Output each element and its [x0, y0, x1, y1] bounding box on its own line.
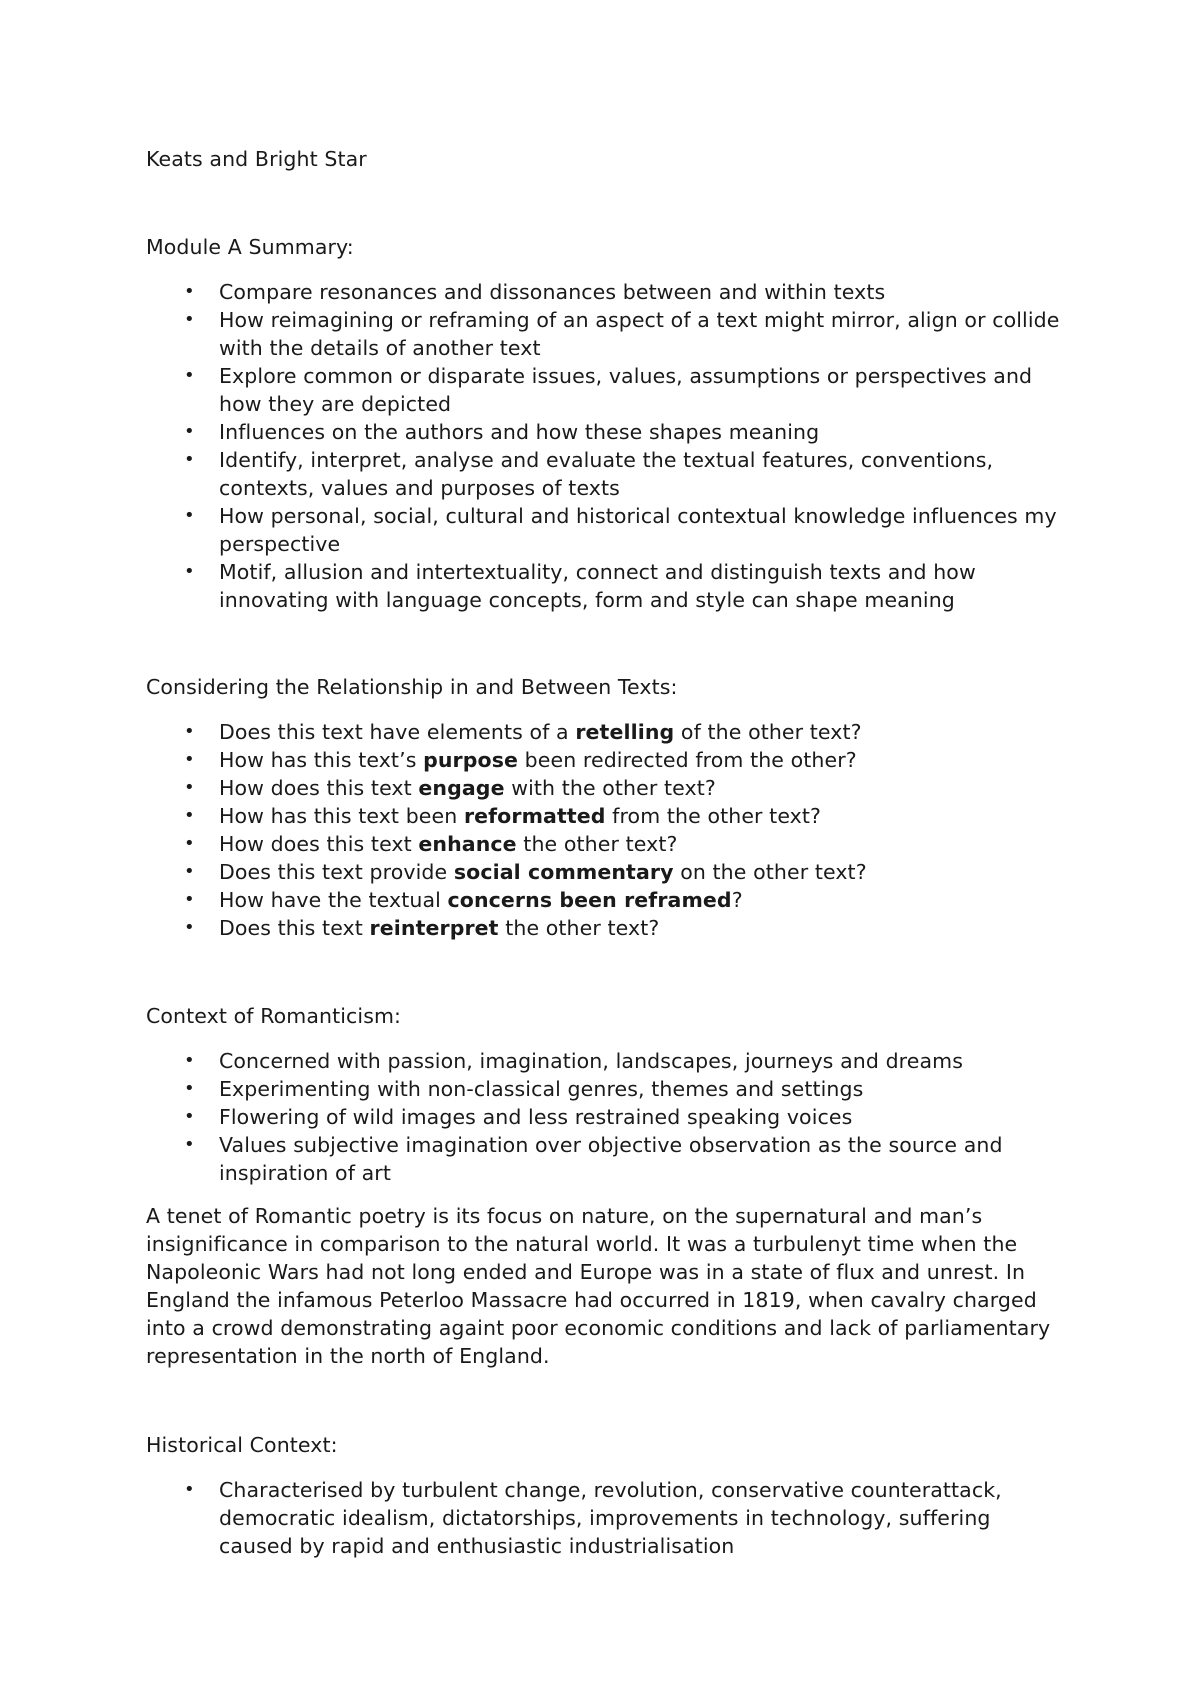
list-item: • How does this text engage with the other text? — [184, 776, 716, 800]
emphasis-term: concerns been reframed — [447, 888, 732, 912]
document-title: Keats and Bright Star — [146, 147, 367, 171]
romanticism-paragraph: A tenet of Romantic poetry is its focus on nature, on the supernatural and man’s insignificance in comparison to the natural world. It was a turbulenyt time when the Napoleonic Wars had not long ended and Europe was in a state of flux and unrest. In England the infamous Peterloo Massacre had occurred in 1819, when cavalry charged into a crowd demonstrating againt poor economic conditions and lack of parliamentary representation in the north of England. — [146, 1204, 1051, 1368]
section-heading-romanticism: Context of Romanticism: — [146, 1004, 402, 1028]
bullet-icon: • — [184, 749, 195, 770]
bullet-icon: • — [184, 777, 195, 798]
bullet-icon: • — [184, 1134, 195, 1155]
list-item: • How does this text enhance the other text? — [184, 832, 678, 856]
romanticism-bullet-list — [146, 1047, 1066, 1187]
emphasis-term: reformatted — [463, 804, 606, 828]
list-item: • How personal, social, cultural and historical contextual knowledge influences my perspective — [184, 504, 1057, 556]
historical-bullet-list — [146, 1476, 1066, 1560]
bullet-icon: • — [184, 1479, 195, 1500]
bullet-icon: • — [184, 889, 195, 910]
bullet-icon: • — [184, 805, 195, 826]
bullet-icon: • — [184, 721, 195, 742]
list-item: • Values subjective imagination over objective observation as the source and inspiration of art — [184, 1133, 1003, 1185]
emphasis-term: reinterpret — [369, 916, 499, 940]
bullet-icon: • — [184, 1078, 195, 1099]
emphasis-term: retelling — [575, 720, 675, 744]
section-heading-historical: Historical Context: — [146, 1433, 338, 1457]
list-item: • How have the textual concerns been reframed? — [184, 888, 743, 912]
bullet-icon: • — [184, 281, 195, 302]
bullet-icon: • — [184, 833, 195, 854]
list-item: • How reimagining or reframing of an aspect of a text might mirror, align or collide with the details of another text — [184, 308, 1060, 360]
list-item: • Concerned with passion, imagination, landscapes, journeys and dreams — [184, 1049, 963, 1073]
bullet-icon: • — [184, 917, 195, 938]
section-heading-module-a: Module A Summary: — [146, 235, 354, 259]
bullet-icon: • — [184, 365, 195, 386]
list-item: • Identify, interpret, analyse and evaluate the textual features, conventions, contexts, values and purposes of texts — [184, 448, 994, 500]
list-item: • Compare resonances and dissonances between and within texts — [184, 280, 886, 304]
bullet-icon: • — [184, 1050, 195, 1071]
list-item: • How has this text’s purpose been redirected from the other? — [184, 748, 857, 772]
list-item: • Influences on the authors and how these shapes meaning — [184, 420, 820, 444]
bullet-icon: • — [184, 449, 195, 470]
module-a-bullet-list — [146, 278, 1066, 614]
emphasis-term: purpose — [423, 748, 519, 772]
list-item: • Does this text provide social commentary on the other text? — [184, 860, 867, 884]
relationship-bullet-list — [146, 718, 1066, 942]
list-item: • Flowering of wild images and less restrained speaking voices — [184, 1105, 853, 1129]
bullet-icon: • — [184, 421, 195, 442]
list-item: • Characterised by turbulent change, revolution, conservative counterattack, democratic idealism, dictatorships, improvements in technology, suffering caused by rapid and enthusiastic industrialisation — [184, 1478, 1002, 1558]
list-item: • Experimenting with non-classical genres, themes and settings — [184, 1077, 864, 1101]
list-item: • Does this text reinterpret the other text? — [184, 916, 660, 940]
emphasis-term: enhance — [418, 832, 517, 856]
list-item: • Explore common or disparate issues, values, assumptions or perspectives and how they are depicted — [184, 364, 1033, 416]
bullet-icon: • — [184, 1106, 195, 1127]
emphasis-term: social commentary — [453, 860, 674, 884]
list-item: • Motif, allusion and intertextuality, connect and distinguish texts and how innovating with language concepts, form and style can shape meaning — [184, 560, 976, 612]
list-item: • Does this text have elements of a retelling of the other text? — [184, 720, 862, 744]
list-item: • How has this text been reformatted from the other text? — [184, 804, 822, 828]
bullet-icon: • — [184, 561, 195, 582]
bullet-icon: • — [184, 861, 195, 882]
emphasis-term: engage — [418, 776, 505, 800]
bullet-icon: • — [184, 309, 195, 330]
bullet-icon: • — [184, 505, 195, 526]
section-heading-relationship: Considering the Relationship in and Between Texts: — [146, 675, 678, 699]
